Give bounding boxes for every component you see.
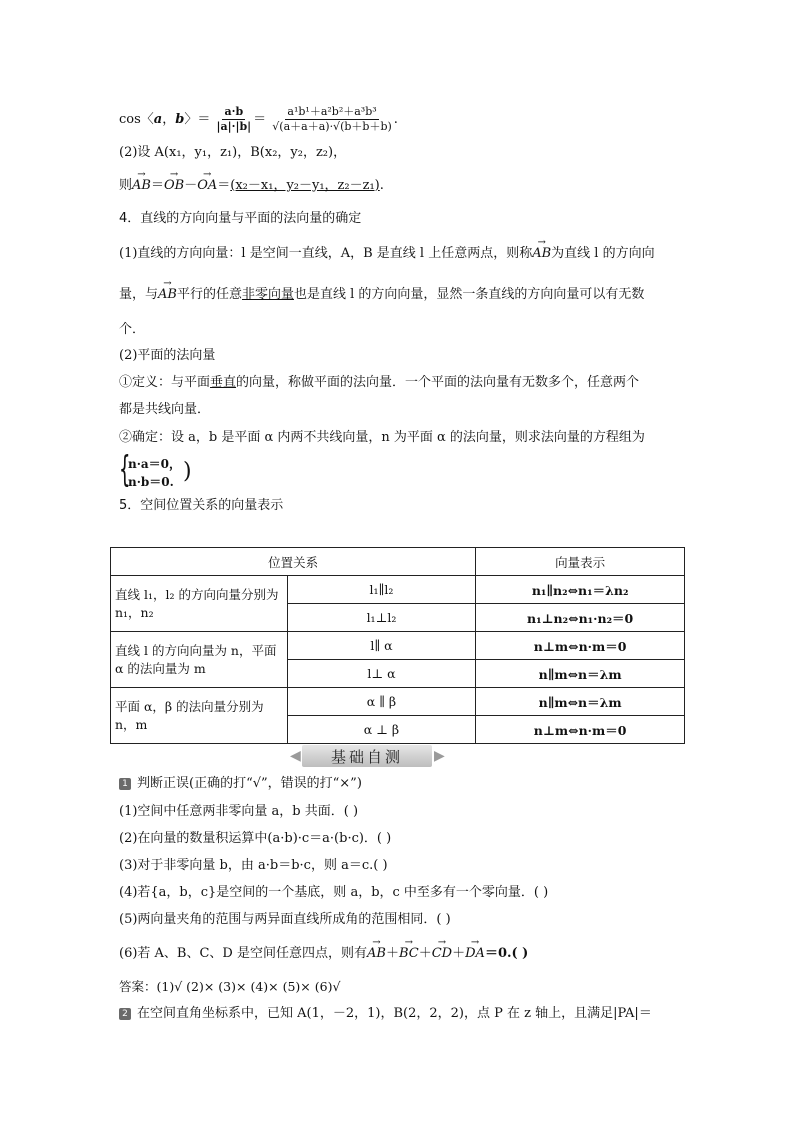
row-desc-planes: 平面 α，β 的法向量分别为 n，m bbox=[111, 688, 288, 744]
question-number-icon: 1 bbox=[119, 778, 131, 790]
vector-ab: → AB bbox=[158, 286, 177, 304]
vector-cell: n∥m⇔n＝λm bbox=[476, 688, 685, 716]
text: (6)若 A、B、C、D 是空间任意四点，则有 bbox=[119, 946, 367, 961]
vector-ob: → OB bbox=[164, 177, 184, 195]
line-set-points: (2)设 A(x₁，y₁，z₁)，B(x₂，y₂，z₂)， bbox=[119, 145, 347, 160]
para-direction-vector-1 bbox=[119, 245, 655, 263]
fraction-dot-over-norms bbox=[216, 105, 251, 134]
frac2-numerator: a¹b¹＋a²b²＋a³b³ bbox=[287, 105, 377, 118]
quiz-item-6 bbox=[119, 945, 528, 963]
para-definition-2: 都是共线向量． bbox=[119, 402, 211, 417]
quiz-item-4: (4)若{a，b，c}是空间的一个基底，则 a，b，c 中至多有一个零向量．( ) bbox=[119, 885, 549, 900]
quiz-q2 bbox=[119, 1005, 652, 1023]
vector-cell: n⊥m⇔n·m＝0 bbox=[476, 632, 685, 660]
brace-right: ) bbox=[183, 459, 192, 484]
underlined-term: 非零向量 bbox=[241, 287, 294, 302]
text-ze: 则 bbox=[119, 178, 133, 193]
section-heading-5: 5．空间位置关系的向量表示 bbox=[119, 498, 284, 513]
text: (1)直线的方向向量：l 是空间一直线，A，B 是直线 l 上任意两点，则称 bbox=[119, 246, 533, 261]
vector-da: → DA bbox=[465, 945, 485, 963]
plus-sign: ＋ bbox=[452, 946, 466, 961]
quiz-item-3: (3)对于非零向量 b，由 a·b＝b·c，则 a＝c.( ) bbox=[119, 858, 388, 873]
row-desc-lines: 直线 l₁，l₂ 的方向向量分别为 n₁，n₂ bbox=[111, 576, 288, 632]
comma: ， bbox=[162, 112, 176, 127]
question-number-icon: 2 bbox=[119, 1008, 131, 1020]
plus-sign: ＋ bbox=[418, 946, 432, 961]
cos-close: 〉＝ bbox=[184, 112, 211, 127]
header-vector: 向量表示 bbox=[476, 548, 685, 576]
table-row bbox=[111, 632, 685, 660]
text: 为直线 l 的方向向 bbox=[551, 246, 655, 261]
text: 量，与 bbox=[119, 287, 159, 302]
banner-left-wing-icon: ◀ bbox=[290, 748, 301, 764]
header-relation: 位置关系 bbox=[111, 548, 476, 576]
relation-cell: l∥ α bbox=[287, 632, 476, 660]
vec-b: b bbox=[175, 112, 185, 127]
banner-right-wing-icon: ▶ bbox=[434, 748, 445, 764]
vector-cell: n₁∥n₂⇔n₁＝λn₂ bbox=[476, 576, 685, 604]
quiz-item-1: (1)空间中任意两非零向量 a，b 共面．( ) bbox=[119, 804, 359, 819]
vector-ab: → AB bbox=[367, 945, 386, 963]
text: 判断正误(正确的打“√”，错误的打“×”) bbox=[137, 776, 362, 791]
vector-cell: n∥m⇔n＝λm bbox=[476, 660, 685, 688]
text: 的向量，称做平面的法向量．一个平面的法向量有无数多个，任意两个 bbox=[236, 375, 640, 390]
relation-table bbox=[110, 547, 685, 744]
equation-n-dot-b: n·b＝0. bbox=[128, 475, 174, 489]
vector-ab: → AB bbox=[132, 177, 151, 195]
table-row bbox=[111, 688, 685, 716]
frac2-denominator: √(a＋a＋a)·√(b＋b＋b) bbox=[272, 120, 392, 133]
quiz-item-2: (2)在向量的数量积运算中(a·b)·c＝a·(b·c)．( ) bbox=[119, 831, 392, 846]
period: . bbox=[393, 112, 398, 127]
subheading-normal-vector: (2)平面的法向量 bbox=[119, 348, 216, 363]
para-direction-vector-3: 个． bbox=[119, 322, 146, 337]
equation-n-dot-a: n·a＝0， bbox=[128, 457, 182, 471]
brace-left: { bbox=[119, 449, 131, 490]
para-definition bbox=[119, 374, 639, 392]
frac1-denominator: |a|·|b| bbox=[216, 120, 252, 133]
cos-label: cos〈 bbox=[119, 112, 154, 127]
para-direction-vector-2 bbox=[119, 286, 644, 304]
relation-cell: l⊥ α bbox=[287, 660, 476, 688]
relation-cell: α ⊥ β bbox=[287, 716, 476, 744]
vec-a: a bbox=[153, 112, 163, 127]
relation-cell: l₁⊥l₂ bbox=[287, 604, 476, 632]
vector-cell: n₁⊥n₂⇔n₁·n₂＝0 bbox=[476, 604, 685, 632]
cos-formula bbox=[119, 100, 398, 140]
frac1-numerator: a·b bbox=[224, 105, 244, 118]
table-row bbox=[111, 576, 685, 604]
text: 平行的任意 bbox=[176, 287, 242, 302]
fraction-coordinates bbox=[272, 105, 391, 134]
equals-sign: ＝ bbox=[150, 178, 164, 193]
section-banner-self-test: 基础自测 bbox=[302, 745, 432, 767]
table-header-row bbox=[111, 548, 685, 576]
para-determine: ②确定：设 a，b 是平面 α 内两不共线向量，n 为平面 α 的法向量，则求法向量的方程组为 bbox=[119, 430, 645, 445]
quiz-q1-title bbox=[119, 775, 362, 793]
relation-cell: α ∥ β bbox=[287, 688, 476, 716]
line-vector-ab bbox=[119, 177, 384, 195]
equals-sign: ＝ bbox=[253, 112, 267, 127]
underlined-term: 垂直 bbox=[210, 375, 237, 390]
answer-line: 答案：(1)√ (2)× (3)× (4)× (5)× (6)√ bbox=[119, 979, 341, 994]
text: 在空间直角坐标系中，已知 A(1，－2，1)，B(2，2，2)，点 P 在 z 轴上，且满足|PA|＝ bbox=[137, 1006, 652, 1021]
text: ①定义：与平面 bbox=[119, 375, 211, 390]
row-desc-line-plane: 直线 l 的方向向量为 n，平面 α 的法向量为 m bbox=[111, 632, 288, 688]
quiz-item-5: (5)两向量夹角的范围与两异面直线所成角的范围相同．( ) bbox=[119, 912, 451, 927]
equals-sign: ＝ bbox=[217, 178, 231, 193]
vector-bc: → BC bbox=[399, 945, 419, 963]
plus-sign: ＋ bbox=[385, 946, 399, 961]
vector-ab: → AB bbox=[532, 245, 551, 263]
minus-sign: － bbox=[184, 178, 198, 193]
text: 也是直线 l 的方向向量，显然一条直线的方向向量可以有无数 bbox=[294, 287, 645, 302]
vector-ab-result: (x₂－x₁，y₂－y₁，z₂－z₁) bbox=[230, 178, 380, 193]
text: ＝0.( ) bbox=[484, 946, 529, 961]
section-heading-4: 4．直线的方向向量与平面的法向量的确定 bbox=[119, 211, 362, 226]
vector-cd: → CD bbox=[432, 945, 452, 963]
vector-cell: n⊥m⇔n·m＝0 bbox=[476, 716, 685, 744]
vector-oa: → OA bbox=[197, 177, 217, 195]
relation-cell: l₁∥l₂ bbox=[287, 576, 476, 604]
period: . bbox=[379, 178, 384, 193]
